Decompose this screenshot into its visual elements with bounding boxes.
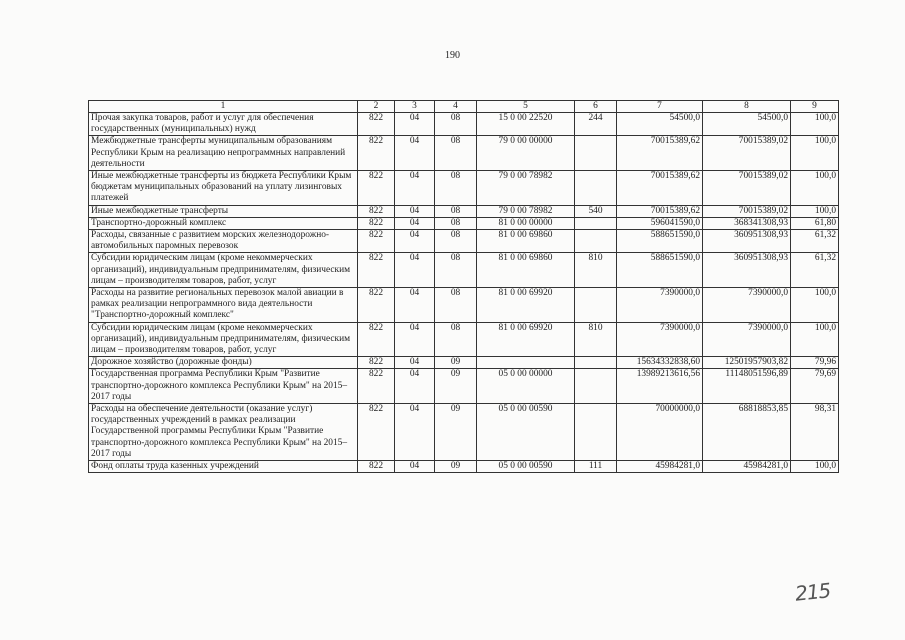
row-expense-type: 540 [575, 205, 617, 217]
table-row [89, 461, 839, 473]
row-subsection-code: 09 [435, 369, 477, 404]
page-number: 190 [445, 50, 460, 61]
table-row [89, 404, 839, 461]
row-description: Транспортно-дорожный комплекс [89, 217, 358, 229]
row-planned-amount: 70000000,0 [617, 404, 703, 461]
row-section-code: 04 [395, 461, 435, 473]
row-section-code: 04 [395, 288, 435, 323]
column-header: 8 [703, 101, 791, 113]
row-execution-percent: 100,0 [791, 322, 839, 357]
handwritten-page-number: 215 [793, 578, 832, 606]
header-row [89, 101, 839, 113]
row-execution-percent: 100,0 [791, 136, 839, 171]
row-subsection-code: 08 [435, 171, 477, 206]
row-executed-amount: 360951308,93 [703, 230, 791, 253]
row-description: Иные межбюджетные трансферты [89, 205, 358, 217]
row-section-code: 04 [395, 136, 435, 171]
row-planned-amount: 7390000,0 [617, 288, 703, 323]
row-description: Государственная программа Республики Крым "Развитие транспортно-дорожного комплекса Республики Крым" на 2015–2017 годы [89, 369, 358, 404]
table-row [89, 357, 839, 369]
row-section-code: 04 [395, 171, 435, 206]
row-subsection-code: 08 [435, 205, 477, 217]
row-executed-amount: 54500,0 [703, 113, 791, 136]
row-planned-amount: 7390000,0 [617, 322, 703, 357]
row-planned-amount: 70015389,62 [617, 136, 703, 171]
row-ministry-code: 822 [358, 217, 395, 229]
row-target-article [477, 357, 575, 369]
row-execution-percent: 79,69 [791, 369, 839, 404]
row-subsection-code: 09 [435, 461, 477, 473]
row-planned-amount: 70015389,62 [617, 171, 703, 206]
row-execution-percent: 100,0 [791, 205, 839, 217]
row-execution-percent: 100,0 [791, 171, 839, 206]
row-target-article: 05 0 00 00000 [477, 369, 575, 404]
row-section-code: 04 [395, 253, 435, 288]
row-planned-amount: 588651590,0 [617, 253, 703, 288]
row-executed-amount: 11148051596,89 [703, 369, 791, 404]
row-planned-amount: 588651590,0 [617, 230, 703, 253]
row-description: Фонд оплаты труда казенных учреждений [89, 461, 358, 473]
row-executed-amount: 360951308,93 [703, 253, 791, 288]
row-expense-type: 111 [575, 461, 617, 473]
column-header: 2 [358, 101, 395, 113]
table-row [89, 113, 839, 136]
row-ministry-code: 822 [358, 253, 395, 288]
row-target-article: 81 0 00 69860 [477, 253, 575, 288]
row-subsection-code: 08 [435, 253, 477, 288]
row-section-code: 04 [395, 404, 435, 461]
row-section-code: 04 [395, 217, 435, 229]
row-ministry-code: 822 [358, 136, 395, 171]
table-row [89, 205, 839, 217]
row-executed-amount: 12501957903,82 [703, 357, 791, 369]
table-row [89, 322, 839, 357]
row-executed-amount: 45984281,0 [703, 461, 791, 473]
row-execution-percent: 98,31 [791, 404, 839, 461]
table-row [89, 253, 839, 288]
column-header: 5 [477, 101, 575, 113]
row-target-article: 81 0 00 00000 [477, 217, 575, 229]
row-ministry-code: 822 [358, 171, 395, 206]
row-ministry-code: 822 [358, 369, 395, 404]
row-expense-type [575, 369, 617, 404]
row-expense-type [575, 230, 617, 253]
budget-table [88, 100, 839, 473]
table-row [89, 369, 839, 404]
row-execution-percent: 100,0 [791, 461, 839, 473]
row-target-article: 79 0 00 78982 [477, 171, 575, 206]
row-description: Прочая закупка товаров, работ и услуг для обеспечения государственных (муниципальных) нужд [89, 113, 358, 136]
row-execution-percent: 100,0 [791, 113, 839, 136]
row-description: Расходы на обеспечение деятельности (оказание услуг) государственных учреждений в рамках реализации Государственной программы Республики Крым "Развитие транспортно-дорожного комплекса Республики Крым" на 2015–2017 годы [89, 404, 358, 461]
row-subsection-code: 09 [435, 404, 477, 461]
row-section-code: 04 [395, 205, 435, 217]
column-header: 9 [791, 101, 839, 113]
row-subsection-code: 08 [435, 288, 477, 323]
row-execution-percent: 79,96 [791, 357, 839, 369]
row-expense-type [575, 217, 617, 229]
column-header: 4 [435, 101, 477, 113]
row-target-article: 81 0 00 69920 [477, 322, 575, 357]
row-execution-percent: 61,32 [791, 253, 839, 288]
row-description: Дорожное хозяйство (дорожные фонды) [89, 357, 358, 369]
row-planned-amount: 596041590,0 [617, 217, 703, 229]
row-executed-amount: 7390000,0 [703, 288, 791, 323]
row-ministry-code: 822 [358, 288, 395, 323]
row-ministry-code: 822 [358, 404, 395, 461]
row-target-article: 05 0 00 00590 [477, 404, 575, 461]
row-ministry-code: 822 [358, 461, 395, 473]
row-description: Расходы, связанные с развитием морских железнодорожно-автомобильных паромных перевозок [89, 230, 358, 253]
table-row [89, 230, 839, 253]
table-row [89, 171, 839, 206]
row-executed-amount: 368341308,93 [703, 217, 791, 229]
row-description: Иные межбюджетные трансферты из бюджета Республики Крым бюджетам муниципальных образований на уплату лизинговых платежей [89, 171, 358, 206]
row-ministry-code: 822 [358, 113, 395, 136]
row-description: Межбюджетные трансферты муниципальным образованиям Республики Крым на реализацию непрограммных направлений деятельности [89, 136, 358, 171]
row-executed-amount: 68818853,85 [703, 404, 791, 461]
row-section-code: 04 [395, 322, 435, 357]
row-expense-type: 244 [575, 113, 617, 136]
row-execution-percent: 61,80 [791, 217, 839, 229]
row-subsection-code: 08 [435, 230, 477, 253]
row-planned-amount: 54500,0 [617, 113, 703, 136]
row-description: Расходы на развитие региональных перевозок малой авиации в рамках реализации непрограммного вида деятельности "Транспортно-дорожный комплекс" [89, 288, 358, 323]
row-ministry-code: 822 [358, 322, 395, 357]
row-target-article: 81 0 00 69920 [477, 288, 575, 323]
row-execution-percent: 61,32 [791, 230, 839, 253]
column-header: 1 [89, 101, 358, 113]
column-header: 6 [575, 101, 617, 113]
row-expense-type [575, 404, 617, 461]
row-expense-type: 810 [575, 253, 617, 288]
row-target-article: 05 0 00 00590 [477, 461, 575, 473]
row-ministry-code: 822 [358, 357, 395, 369]
table-row [89, 217, 839, 229]
row-target-article: 79 0 00 00000 [477, 136, 575, 171]
row-target-article: 81 0 00 69860 [477, 230, 575, 253]
row-planned-amount: 13989213616,56 [617, 369, 703, 404]
row-description: Субсидии юридическим лицам (кроме некоммерческих организаций), индивидуальным предпринимателям, физическим лицам – производителям товаров, работ, услуг [89, 253, 358, 288]
row-execution-percent: 100,0 [791, 288, 839, 323]
row-expense-type [575, 288, 617, 323]
row-subsection-code: 08 [435, 322, 477, 357]
row-subsection-code: 09 [435, 357, 477, 369]
table-row [89, 288, 839, 323]
row-subsection-code: 08 [435, 217, 477, 229]
row-section-code: 04 [395, 357, 435, 369]
row-executed-amount: 70015389,02 [703, 136, 791, 171]
row-ministry-code: 822 [358, 230, 395, 253]
row-expense-type [575, 136, 617, 171]
column-header: 7 [617, 101, 703, 113]
table-row [89, 136, 839, 171]
row-expense-type [575, 171, 617, 206]
row-target-article: 15 0 00 22520 [477, 113, 575, 136]
row-executed-amount: 70015389,02 [703, 171, 791, 206]
row-executed-amount: 70015389,02 [703, 205, 791, 217]
row-planned-amount: 45984281,0 [617, 461, 703, 473]
row-description: Субсидии юридическим лицам (кроме некоммерческих организаций), индивидуальным предпринимателям, физическим лицам – производителям товаров, работ, услуг [89, 322, 358, 357]
row-subsection-code: 08 [435, 113, 477, 136]
row-section-code: 04 [395, 369, 435, 404]
row-subsection-code: 08 [435, 136, 477, 171]
row-expense-type: 810 [575, 322, 617, 357]
row-planned-amount: 15634332838,60 [617, 357, 703, 369]
row-expense-type [575, 357, 617, 369]
row-planned-amount: 70015389,62 [617, 205, 703, 217]
row-ministry-code: 822 [358, 205, 395, 217]
column-header: 3 [395, 101, 435, 113]
row-target-article: 79 0 00 78982 [477, 205, 575, 217]
row-executed-amount: 7390000,0 [703, 322, 791, 357]
row-section-code: 04 [395, 113, 435, 136]
row-section-code: 04 [395, 230, 435, 253]
